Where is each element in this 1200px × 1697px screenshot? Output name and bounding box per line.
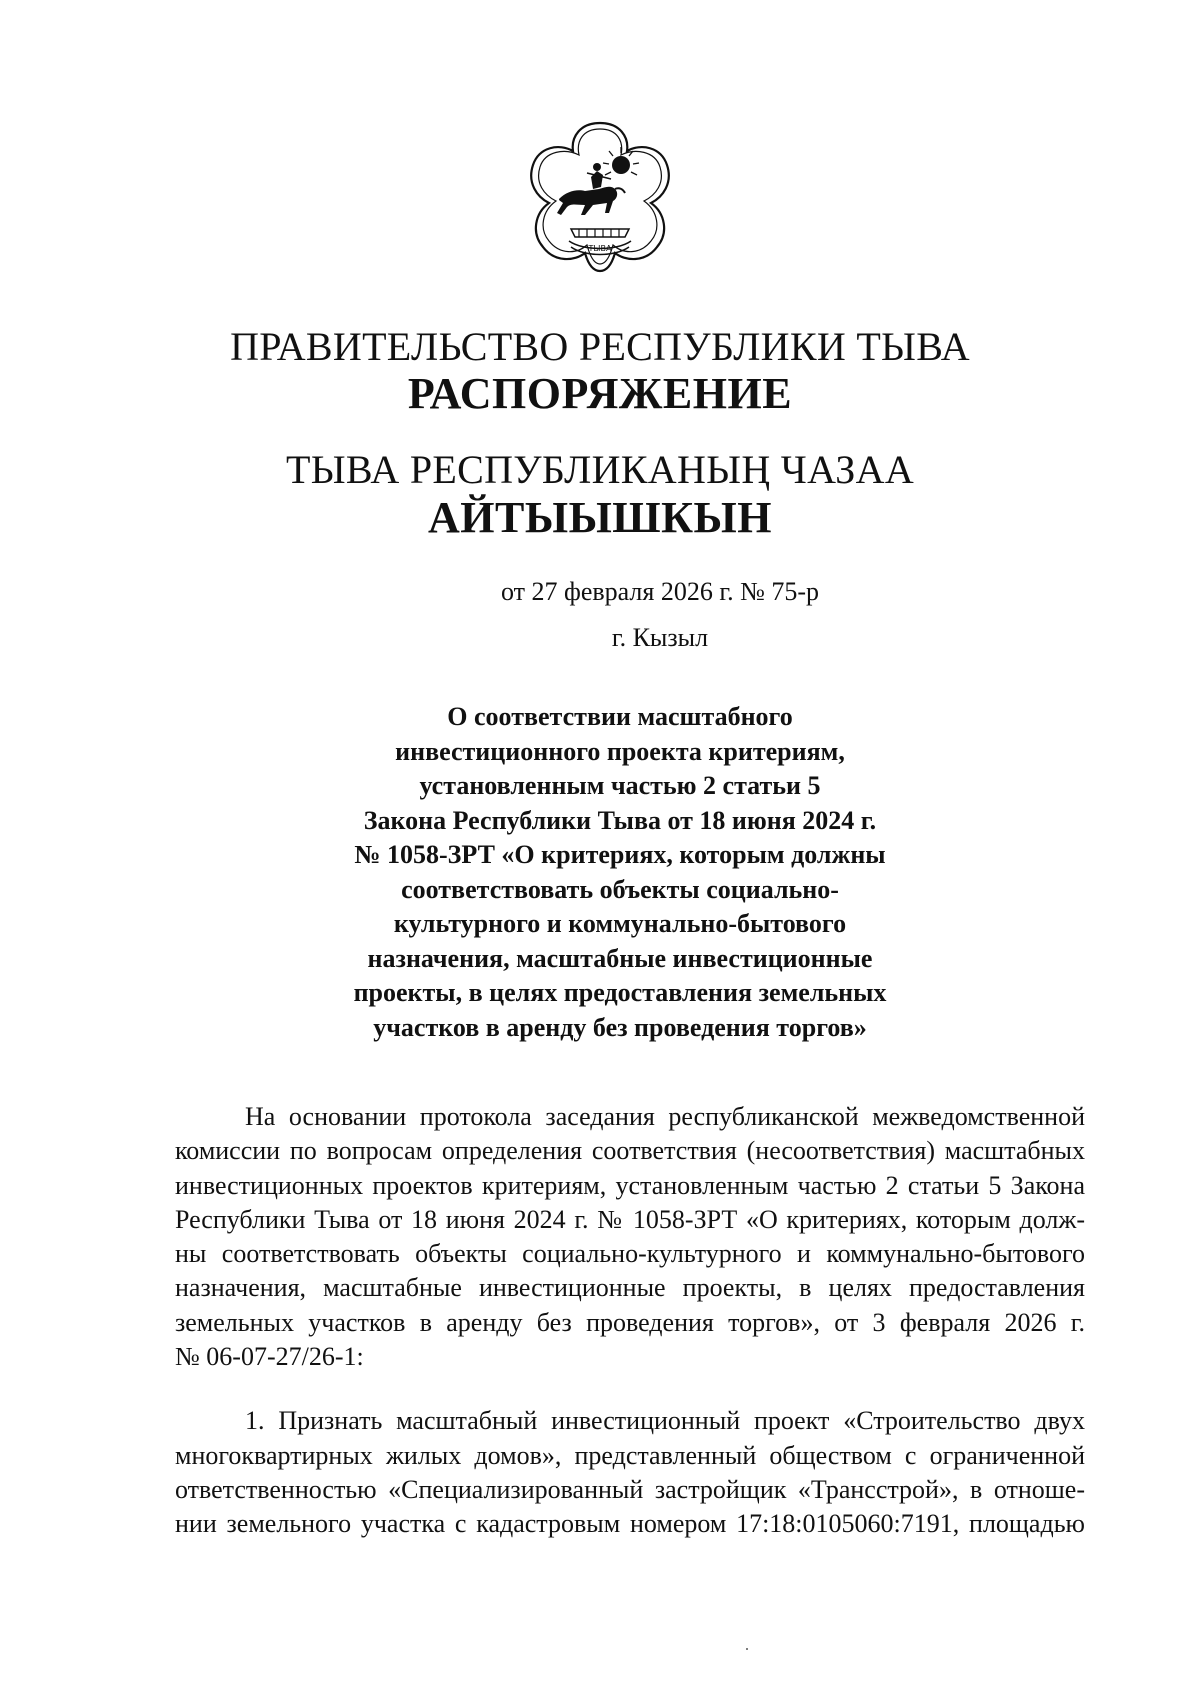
title-line: назначения, масштабные инвестиционные [367,943,873,973]
title-line: участков в аренду без проведения торгов» [373,1012,867,1042]
document-title [300,700,940,1045]
coat-of-arms [519,117,681,275]
body-line: № 06-07-27/26-1: [175,1342,364,1372]
title-line: О соответствии масштабного [447,702,793,731]
body-line: комиссии по вопросам определения соответствия (несоответствия) масштабных [175,1136,1085,1166]
government-name-ru: ПРАВИТЕЛЬСТВО РЕСПУБЛИКИ ТЫВА [230,324,970,369]
body-line: На основании протокола заседания республиканской межведомственной [245,1102,1085,1131]
government-name-tyv: ТЫВА РЕСПУБЛИКАНЫҢ ЧАЗАА [285,447,915,492]
title-line: Закона Республики Тыва от 18 июня 2024 г. [363,805,877,835]
document-city: г. Кызыл [611,623,709,652]
body-line: нии земельного участка с кадастровым номером 17:18:0105060:7191, площадью [175,1509,1085,1539]
preamble-paragraph [175,1100,1085,1374]
body-line: назначения, масштабные инвестиционные проекты, в целях предоставления [175,1273,1085,1303]
body-line: ответственностью «Специализированный застройщик «Трансстрой», в отноше- [175,1474,1085,1504]
body-line: многоквартирных жилых домов», представленный обществом с ограниченной [175,1440,1085,1470]
body-line: ны соответствовать объекты социально-культурного и коммунально-бытового [175,1239,1085,1269]
body-line: земельных участков в аренду без проведения торгов», от 3 февраля 2026 г. [175,1307,1085,1337]
title-line: культурного и коммунально-бытового [393,909,847,938]
tuva-coat-of-arms-icon [519,117,681,275]
document-type-ru: РАСПОРЯЖЕНИЕ [407,369,793,418]
body-line: Республики Тыва от 18 июня 2024 г. № 1058-ЗРТ «О критериях, которым долж- [175,1204,1085,1234]
document-date-number: от 27 февраля 2026 г. № 75-р [500,577,820,606]
title-line: установленным частью 2 статьи 5 [419,771,821,800]
clause-1-paragraph [175,1404,1085,1541]
document-type-tyv: АЙТЫЫШКЫН [428,493,772,542]
title-line: № 1058-ЗРТ «О критериях, которым должны [354,840,886,869]
body-line: 1. Признать масштабный инвестиционный проект «Строительство двух [245,1406,1085,1436]
title-line: проекты, в целях предоставления земельных [353,978,887,1007]
body-line: инвестиционных проектов критериям, установленным частью 2 статьи 5 Закона [175,1170,1085,1200]
document-body [175,1100,1085,1542]
title-line: соответствовать объекты социально- [401,874,839,904]
scan-speck [746,1648,748,1650]
emblem-caption: ТЫВА [588,244,612,253]
title-line: инвестиционного проекта критериям, [395,736,845,766]
